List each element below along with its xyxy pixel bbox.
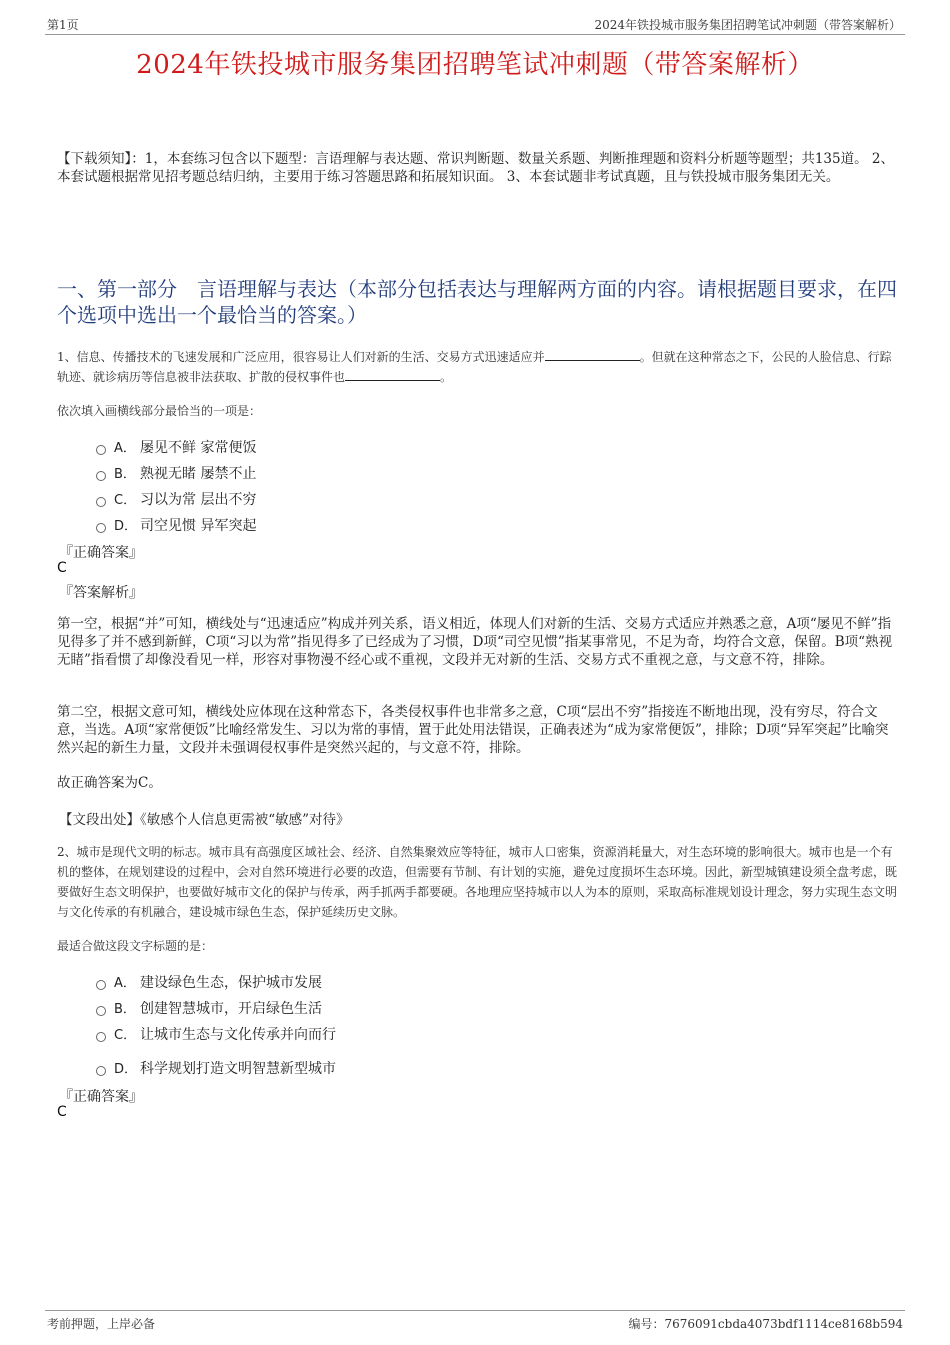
footer-slogan: 考前押题，上岸必备 — [47, 1317, 156, 1331]
q2-answer: C — [57, 1104, 67, 1120]
radio-icon[interactable] — [96, 1066, 106, 1076]
page-footer — [45, 1310, 905, 1341]
question-2-stem: 2、城市是现代文明的标志。城市具有高强度区域社会、经济、自然集聚效应等特征，城市人口密集，资源消耗量大，对生态环境的影响很大。城市也是一个有机的整体，在规划建设的过程中，会对自然环境进行必要的改造，但需要有节制、有计划的实施，避免过度损坏生态环境。因此，新型城镇建设须全盘考虑，既要做好生态文明保护，也要做好城市文化的保护与传承，两手抓两手都要硬。各地理应坚持城市以人为本的原则，采取高标准规划设计理念，努力实现生态文明与文化传承的有机融合，建设城市绿色生态，保护延续历史文脉。 — [57, 845, 898, 919]
q1-option-c[interactable]: C． 习以为常 层出不穷 — [96, 489, 256, 509]
page-header — [45, 14, 905, 35]
q2-option-c[interactable]: C． 让城市生态与文化传承并向而行 — [96, 1024, 336, 1044]
radio-icon[interactable] — [96, 445, 106, 455]
q1-analysis-label: 『答案解析』 — [59, 585, 143, 601]
page-number: 第1页 — [47, 18, 79, 32]
radio-icon[interactable] — [96, 471, 106, 481]
q1-conclusion: 故正确答案为C。 — [57, 775, 162, 791]
download-notice: 【下载须知】：1，本套练习包含以下题型：言语理解与表达题、常识判断题、数量关系题、判断推理题和资料分析题等题型；共135道。 2、本套试题根据常见招考题总结归纳，主要用于练习答题思路和拓展知识面。 3、本套试题非考试真题，且与铁投城市服务集团无关。 — [57, 151, 894, 185]
q1-option-d[interactable]: D． 司空见惯 异军突起 — [96, 515, 256, 535]
q1-option-a[interactable]: A． 屡见不鲜 家常便饭 — [96, 437, 256, 457]
question-1-prompt: 依次填入画横线部分最恰当的一项是： — [57, 404, 262, 418]
answer-blank — [345, 369, 440, 381]
q1-analysis-paragraph-1: 第一空，根据“并”可知，横线处与“迅速适应”构成并列关系，语义相近，体现人们对新的生活、交易方式适应并熟悉之意，A项“屡见不鲜”指见得多了并不感到新鲜，C项“习以为常”指见得多了已经成为了习惯，D项“司空见惯”指某事常见，不足为奇，均符合文意，保留。B项“熟视无睹”指看惯了却像没看见一样，形容对事物漫不经心或不重视，文段并无对新的生活、交易方式不重视之意，与文意不符，排除。 — [57, 616, 893, 668]
radio-icon[interactable] — [96, 980, 106, 990]
answer-blank — [545, 349, 640, 361]
radio-icon[interactable] — [96, 523, 106, 533]
q1-analysis-paragraph-2: 第二空，根据文意可知，横线处应体现在这种常态下，各类侵权事件也非常多之意，C项“层出不穷”指接连不断地出现，没有穷尽，符合文意，当选。A项“家常便饭”比喻经常发生、习以为常的事情，置于此处用法错误，正确表述为“成为家常便饭”，排除；D项“异军突起”比喻突然兴起的新生力量，文段并未强调侵权事件是突然兴起的，与文意不符，排除。 — [57, 704, 889, 756]
q2-answer-label: 『正确答案』 — [59, 1089, 143, 1105]
q1-answer: C — [57, 560, 67, 576]
radio-icon[interactable] — [96, 497, 106, 507]
q1-option-b[interactable]: B． 熟视无睹 屡禁不止 — [96, 463, 256, 483]
q2-option-b[interactable]: B． 创建智慧城市，开启绿色生活 — [96, 998, 322, 1018]
document-title: 2024年铁投城市服务集团招聘笔试冲刺题（带答案解析） — [136, 50, 814, 80]
q2-option-a[interactable]: A． 建设绿色生态，保护城市发展 — [96, 972, 322, 992]
section-title: 一、第一部分 言语理解与表达（本部分包括表达与理解两方面的内容。请根据题目要求，在四个选项中选出一个最恰当的答案。） — [57, 277, 897, 327]
q2-option-d[interactable]: D． 科学规划打造文明智慧新型城市 — [96, 1058, 336, 1078]
radio-icon[interactable] — [96, 1006, 106, 1016]
question-1-stem: 1、信息、传播技术的飞速发展和广泛应用，很容易让人们对新的生活、交易方式迅速适应并 。但就在这种常态之下，公民的人脸信息、行踪轨迹、就诊病历等信息被非法获取、扩散的侵权事件也 。 — [57, 350, 892, 384]
radio-icon[interactable] — [96, 1032, 106, 1042]
footer-doc-id: 编号：7676091cbda4073bdf1114ce8168b594 — [628, 1317, 903, 1331]
header-doc-title: 2024年铁投城市服务集团招聘笔试冲刺题（带答案解析） — [594, 18, 901, 32]
question-2-prompt: 最适合做这段文字标题的是： — [57, 939, 214, 953]
q1-answer-label: 『正确答案』 — [59, 545, 143, 561]
q1-source: 【文段出处】《敏感个人信息更需被“敏感”对待》 — [59, 812, 350, 828]
